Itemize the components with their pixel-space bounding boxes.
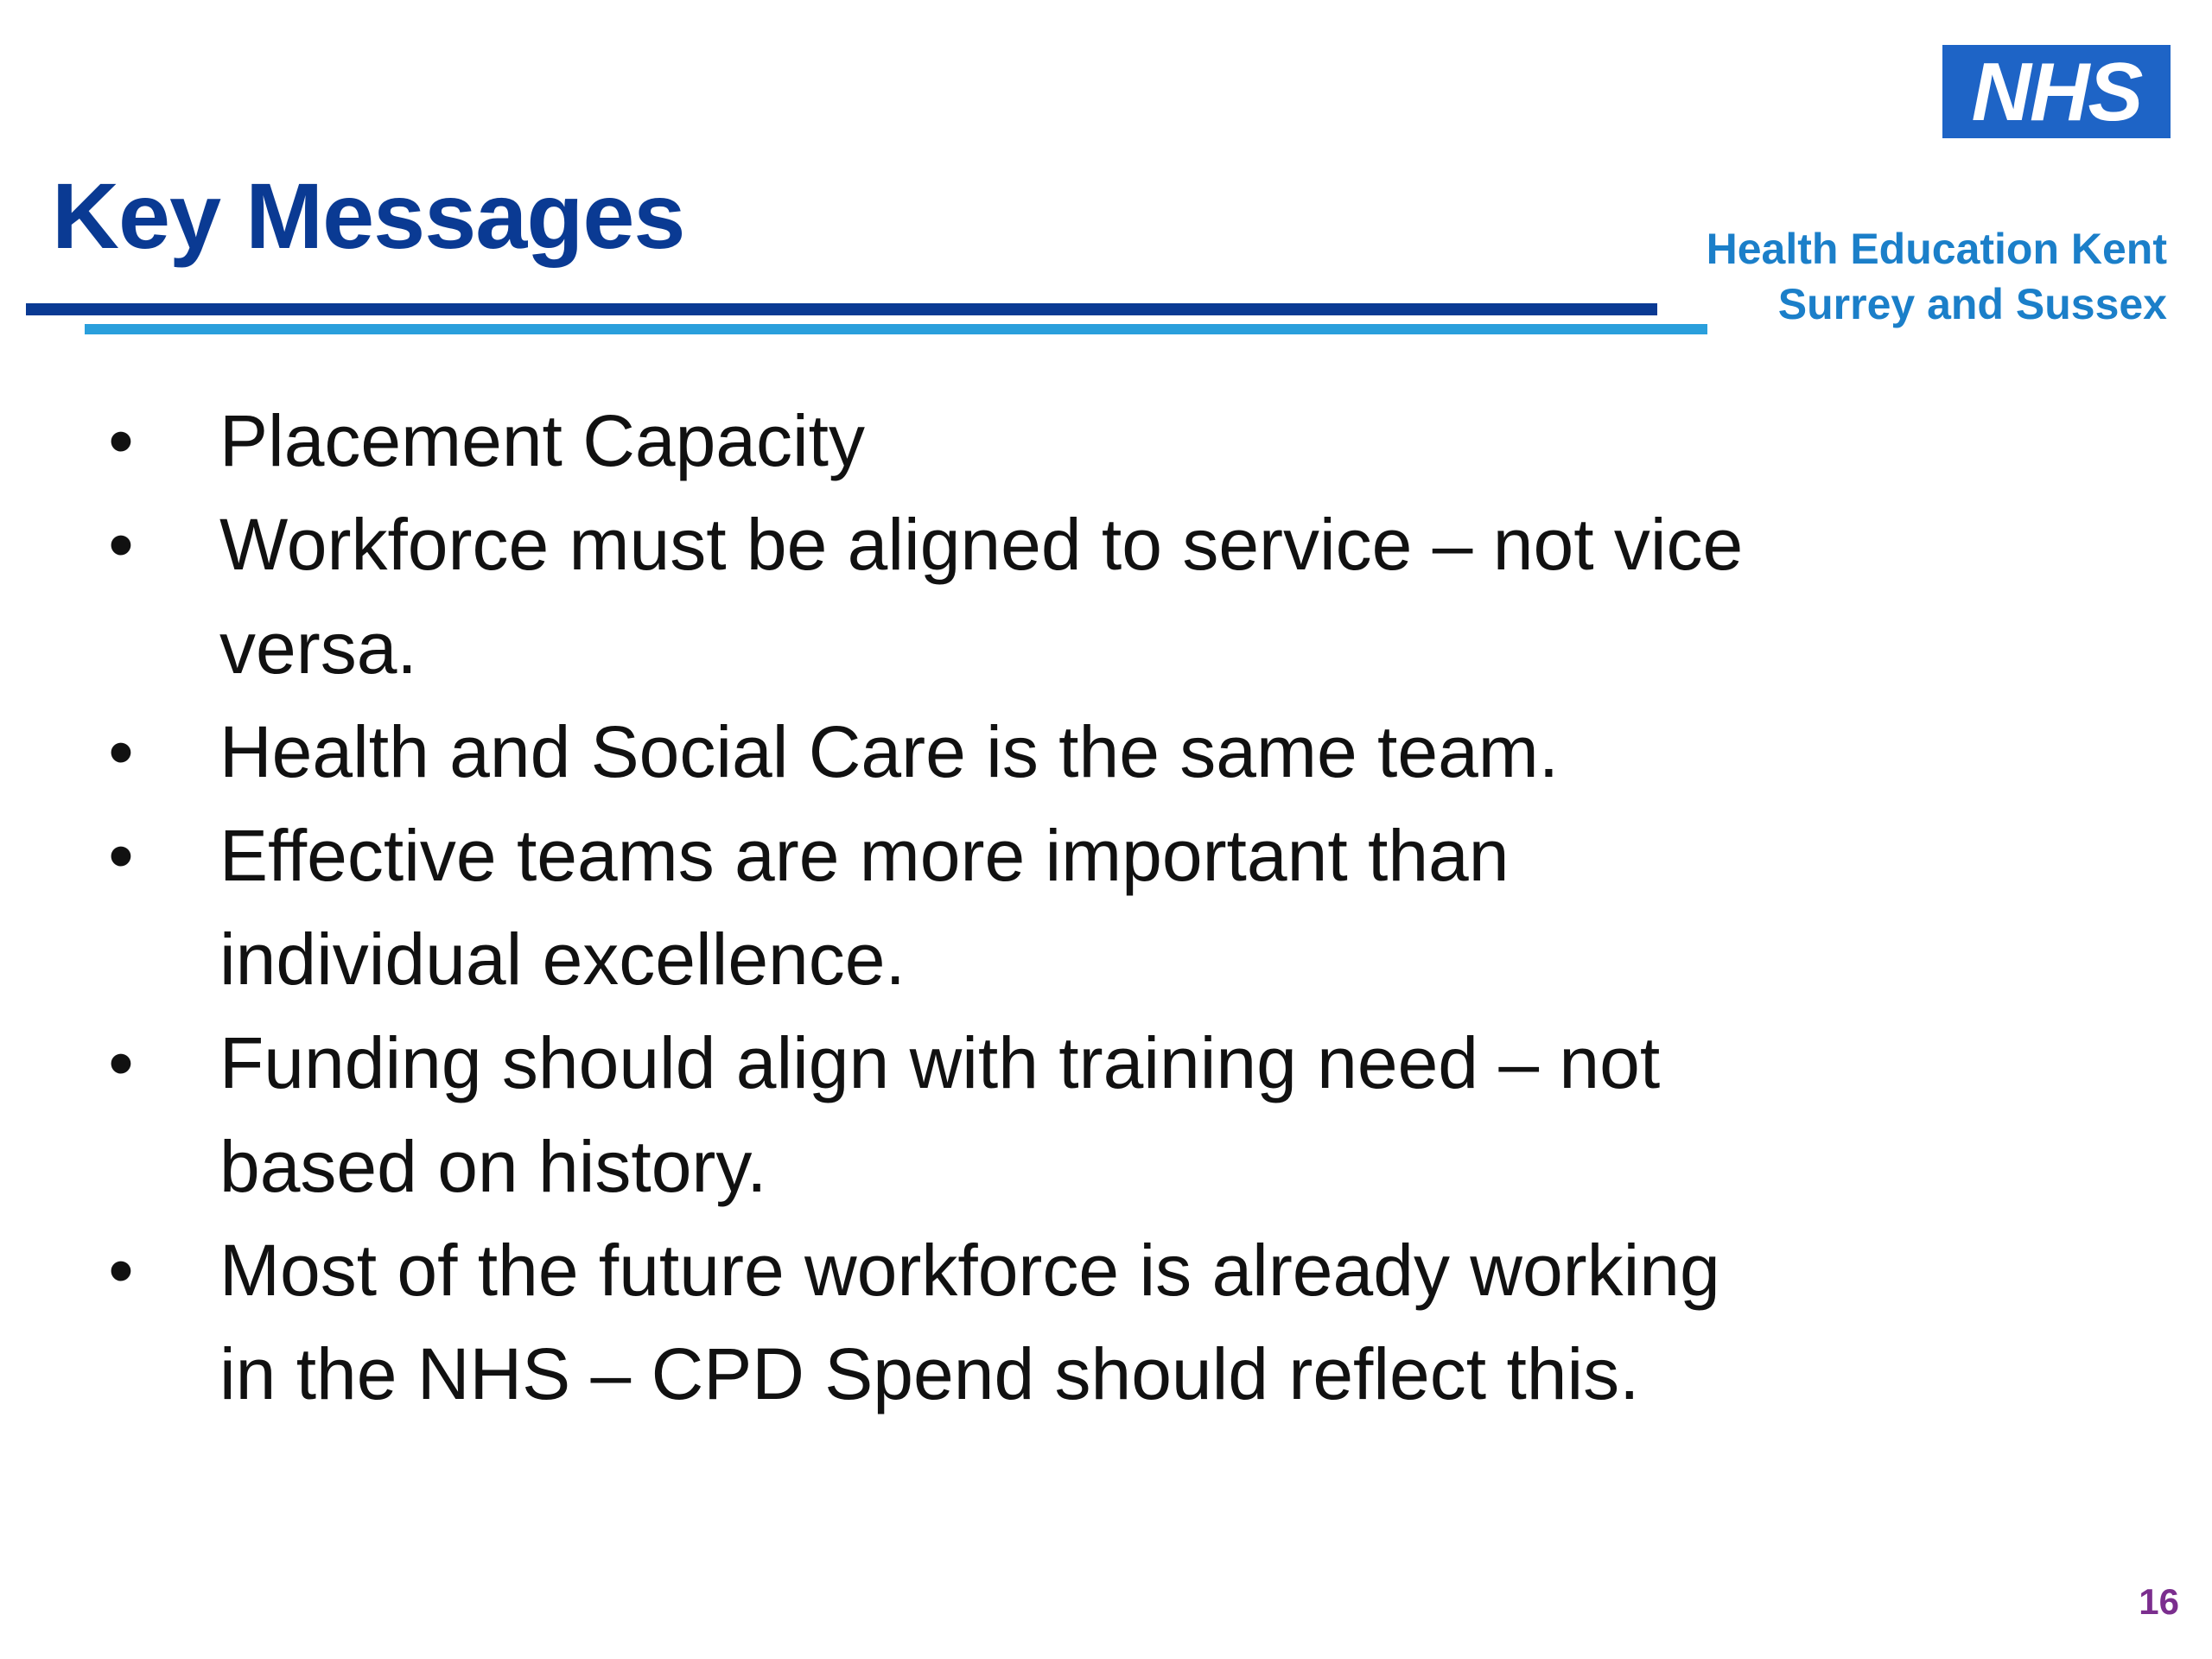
bullet-icon: • (108, 400, 134, 481)
list-item-line: Health and Social Care is the same team. (219, 711, 1560, 792)
list-item (104, 1011, 2034, 1218)
list-item-line: Placement Capacity (219, 400, 866, 481)
list-item (104, 389, 2034, 493)
list-item-line: Most of the future workforce is already working (219, 1230, 1720, 1311)
organisation-name-line-2: Surrey and Sussex (1777, 280, 2167, 328)
nhs-logo (1942, 45, 2171, 138)
title-rule-light (85, 324, 1707, 334)
nhs-logo-text: NHS (1971, 46, 2142, 138)
bullet-icon: • (108, 504, 134, 585)
list-item-line: Funding should align with training need – not (219, 1022, 1661, 1103)
list-item-text (219, 1218, 2034, 1426)
list-item (104, 493, 2034, 700)
page-title: Key Messages (52, 163, 685, 268)
bullet-icon: • (108, 1022, 134, 1103)
list-item-line: individual excellence. (219, 918, 906, 1000)
bullet-icon: • (108, 711, 134, 792)
list-item-text (219, 804, 2034, 1011)
list-item-line: versa. (219, 607, 417, 689)
list-item-line: based on history. (219, 1126, 767, 1207)
list-item-text (219, 1011, 2034, 1218)
list-item-text (219, 389, 2034, 493)
page-number: 16 (2139, 1581, 2179, 1622)
list-item-line: Effective teams are more important than (219, 815, 1510, 896)
list-item (104, 804, 2034, 1011)
list-item-line: in the NHS – CPD Spend should reflect this. (219, 1333, 1640, 1414)
key-messages-list (104, 389, 2005, 1426)
list-item (104, 1218, 2034, 1426)
title-rule-dark (26, 303, 1657, 315)
bullet-icon: • (108, 815, 134, 896)
list-item (104, 700, 2034, 804)
list-item-text (219, 493, 2034, 700)
organisation-name (1707, 221, 2167, 332)
organisation-name-line-1: Health Education Kent (1706, 225, 2167, 273)
list-item-text (219, 700, 2034, 804)
list-item-line: Workforce must be aligned to service – not vice (219, 504, 1744, 585)
bullet-icon: • (108, 1230, 134, 1311)
